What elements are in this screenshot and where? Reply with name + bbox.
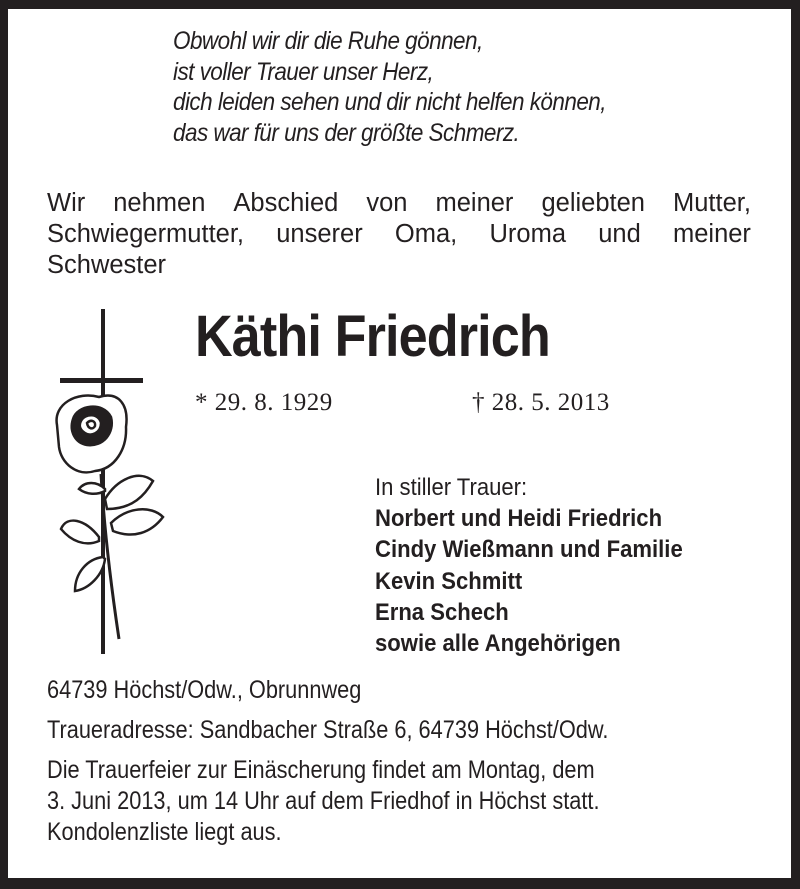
word: Schwiegermutter, — [47, 220, 245, 248]
farewell-text — [47, 188, 751, 281]
mourner: sowie alle Angehörigen — [375, 630, 621, 658]
word: Wir — [47, 189, 86, 217]
mourner: Norbert und Heidi Friedrich — [375, 505, 663, 533]
poem — [173, 26, 606, 148]
mourner: Cindy Wießmann und Familie — [375, 536, 683, 564]
word: Mutter, — [672, 189, 751, 217]
deceased-name: Käthi Friedrich — [195, 304, 550, 369]
poem-line: das war für uns der größte Schmerz. — [173, 118, 520, 147]
residence-address: 64739 Höchst/Odw., Obrunnweg — [47, 676, 362, 704]
word: nehmen — [113, 189, 206, 217]
word: und — [598, 220, 641, 248]
word: Oma, — [394, 220, 458, 248]
word: meiner — [672, 220, 751, 248]
ceremony-line: Die Trauerfeier zur Einäscherung findet am Montag, dem — [47, 756, 595, 784]
death-date: † 28. 5. 2013 — [472, 389, 610, 416]
word: meiner — [435, 189, 514, 217]
word: Abschied — [233, 189, 339, 217]
poem-line: ist voller Trauer unser Herz, — [173, 57, 434, 86]
mourners-list — [375, 472, 683, 659]
farewell-line-1 — [47, 188, 751, 219]
mourners-heading: In stiller Trauer: — [375, 474, 528, 501]
ceremony-line: 3. Juni 2013, um 14 Uhr auf dem Friedhof in Höchst statt. — [47, 787, 600, 815]
mourner: Kevin Schmitt — [375, 567, 523, 595]
farewell-line-3: Schwester — [47, 251, 167, 279]
mourning-address: Traueradresse: Sandbacher Straße 6, 64739 Höchst/Odw. — [47, 716, 609, 744]
mourner: Erna Schech — [375, 598, 509, 626]
farewell-line-2 — [47, 219, 751, 250]
footer-info — [47, 675, 608, 848]
word: unserer — [276, 220, 363, 248]
word: Uroma — [489, 220, 566, 248]
ceremony-line: Kondolenzliste liegt aus. — [47, 818, 282, 846]
word: von — [366, 189, 408, 217]
poem-line: Obwohl wir dir die Ruhe gönnen, — [173, 27, 483, 55]
word: geliebten — [541, 189, 645, 217]
birth-date: * 29. 8. 1929 — [195, 389, 333, 416]
poem-line: dich leiden sehen und dir nicht helfen können, — [173, 88, 606, 116]
cross-rose-icon — [47, 309, 167, 654]
